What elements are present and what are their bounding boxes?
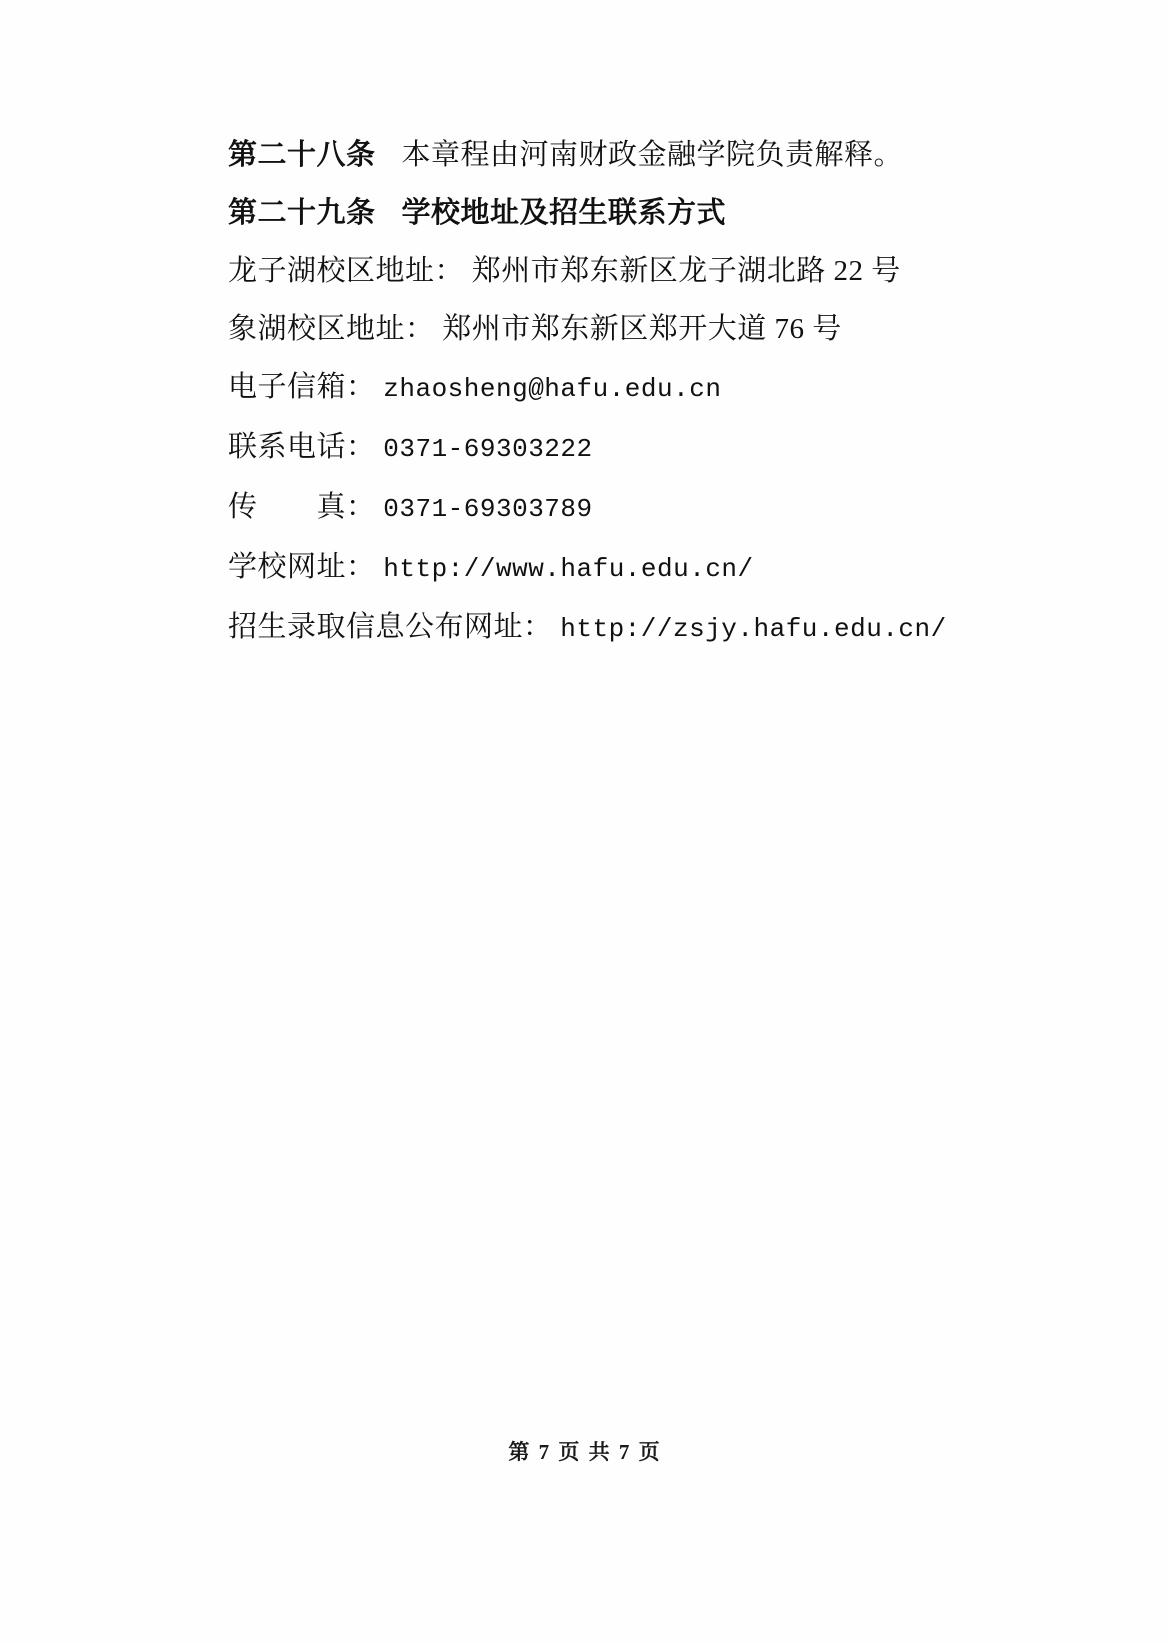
contact-label: 招生录取信息公布网址： [228, 611, 553, 643]
contact-value-admissions-site: http://zsjy.hafu.edu.cn/ [560, 614, 947, 644]
contact-line [228, 418, 988, 478]
article-28 [228, 126, 988, 184]
contact-label: 象湖校区地址： [228, 313, 435, 345]
article-29 [228, 184, 988, 242]
contact-label: 传 真： [228, 491, 376, 523]
page-content [228, 126, 988, 658]
page-footer: 第 7 页 共 7 页 [508, 1440, 662, 1464]
contact-line [228, 358, 988, 418]
contact-line [228, 300, 988, 358]
contact-value-fax: 0371-69303789 [383, 494, 593, 524]
article-28-text: 本章程由河南财政金融学院负责解释。 [401, 139, 904, 171]
contact-value-email: zhaosheng@hafu.edu.cn [383, 374, 722, 404]
contact-line [228, 478, 988, 538]
article-29-text: 学校地址及招生联系方式 [401, 197, 727, 229]
article-28-label: 第二十八条 [228, 139, 376, 171]
contact-value: 郑州市郑东新区龙子湖北路 22 号 [471, 255, 901, 287]
contact-line [228, 538, 988, 598]
contact-value: 郑州市郑东新区郑开大道 76 号 [442, 313, 842, 345]
contact-value-website: http://www.hafu.edu.cn/ [383, 554, 754, 584]
contact-label: 电子信箱： [228, 371, 376, 403]
contact-label: 联系电话： [228, 431, 376, 463]
article-29-label: 第二十九条 [228, 197, 376, 229]
contact-label: 学校网址： [228, 551, 376, 583]
contact-line [228, 598, 988, 658]
contact-line [228, 242, 988, 300]
contact-value-phone: 0371-69303222 [383, 434, 593, 464]
contact-label: 龙子湖校区地址： [228, 255, 465, 287]
